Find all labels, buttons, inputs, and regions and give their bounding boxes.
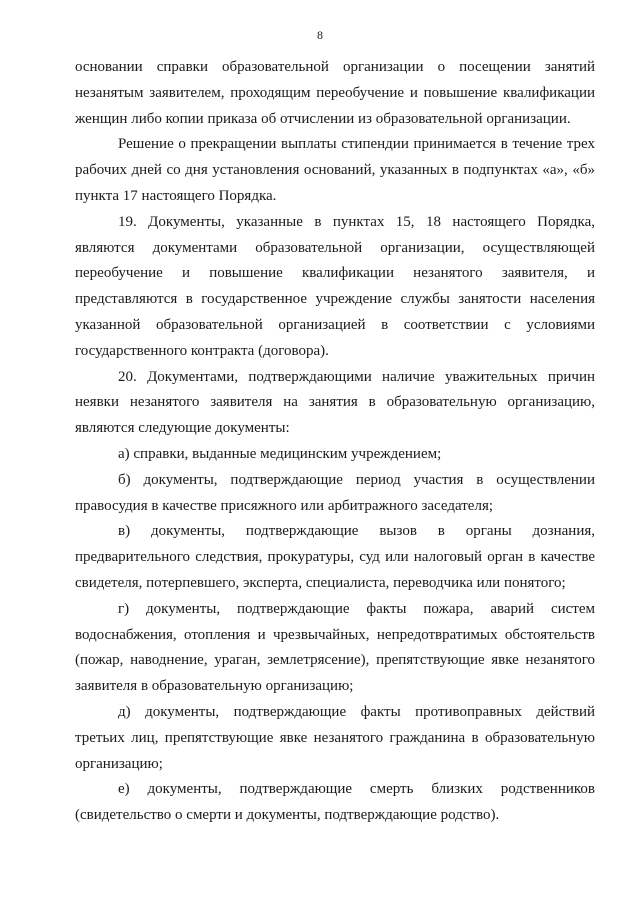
document-body xyxy=(75,55,595,829)
list-item-20e: е) документы, подтверждающие смерть близких родственников (свидетельство о смерти и документы, подтверждающие родство). xyxy=(75,781,595,824)
paragraph-decision: Решение о прекращении выплаты стипендии принимается в течение трех рабочих дней со дня установления оснований, указанных в подпунктах «а», «б» пункта 17 настоящего Порядка. xyxy=(75,136,595,204)
paragraph-continuation: основании справки образовательной организации о посещении занятий незанятым заявителем, проходящим переобучение и повышение квалификации женщин либо копии приказа об отчислении из образовательной организации. xyxy=(75,59,595,127)
list-item-20d: д) документы, подтверждающие факты противоправных действий третьих лиц, препятствующие явке незанятого гражданина в образовательную организацию; xyxy=(75,703,595,772)
paragraph-19: 19. Документы, указанные в пунктах 15, 18 настоящего Порядка, являются документами образовательной организации, осуществляющей переобучение и повышение квалификации незанятого заявителя, и представляются в государственное учреждение службы занятости населения указанной образовательной организацией в соответствии с условиями государственного контракта (договора). xyxy=(75,213,595,359)
page-number: 8 xyxy=(317,28,323,42)
paragraph-20: 20. Документами, подтверждающими наличие уважительных причин неявки незанятого заявителя на занятия в образовательную организацию, являются следующие документы: xyxy=(75,368,595,437)
list-item-20b: б) документы, подтверждающие период участия в осуществлении правосудия в качестве присяжного или арбитражного заседателя; xyxy=(75,471,595,514)
list-item-20g: г) документы, подтверждающие факты пожара, аварий систем водоснабжения, отопления и чрезвычайных, непредотвратимых обстоятельств (пожар, наводнение, ураган, землетрясение), препятствующие явке незанятого заявителя в образовательную организацию; xyxy=(75,600,595,695)
list-item-20v: в) документы, подтверждающие вызов в органы дознания, предварительного следствия, прокуратуры, суд или налоговый орган в качестве свидетеля, потерпевшего, эксперта, специалиста, переводчика или понятого; xyxy=(75,523,595,591)
list-item-20a: а) справки, выданные медицинским учреждением; xyxy=(118,445,442,462)
